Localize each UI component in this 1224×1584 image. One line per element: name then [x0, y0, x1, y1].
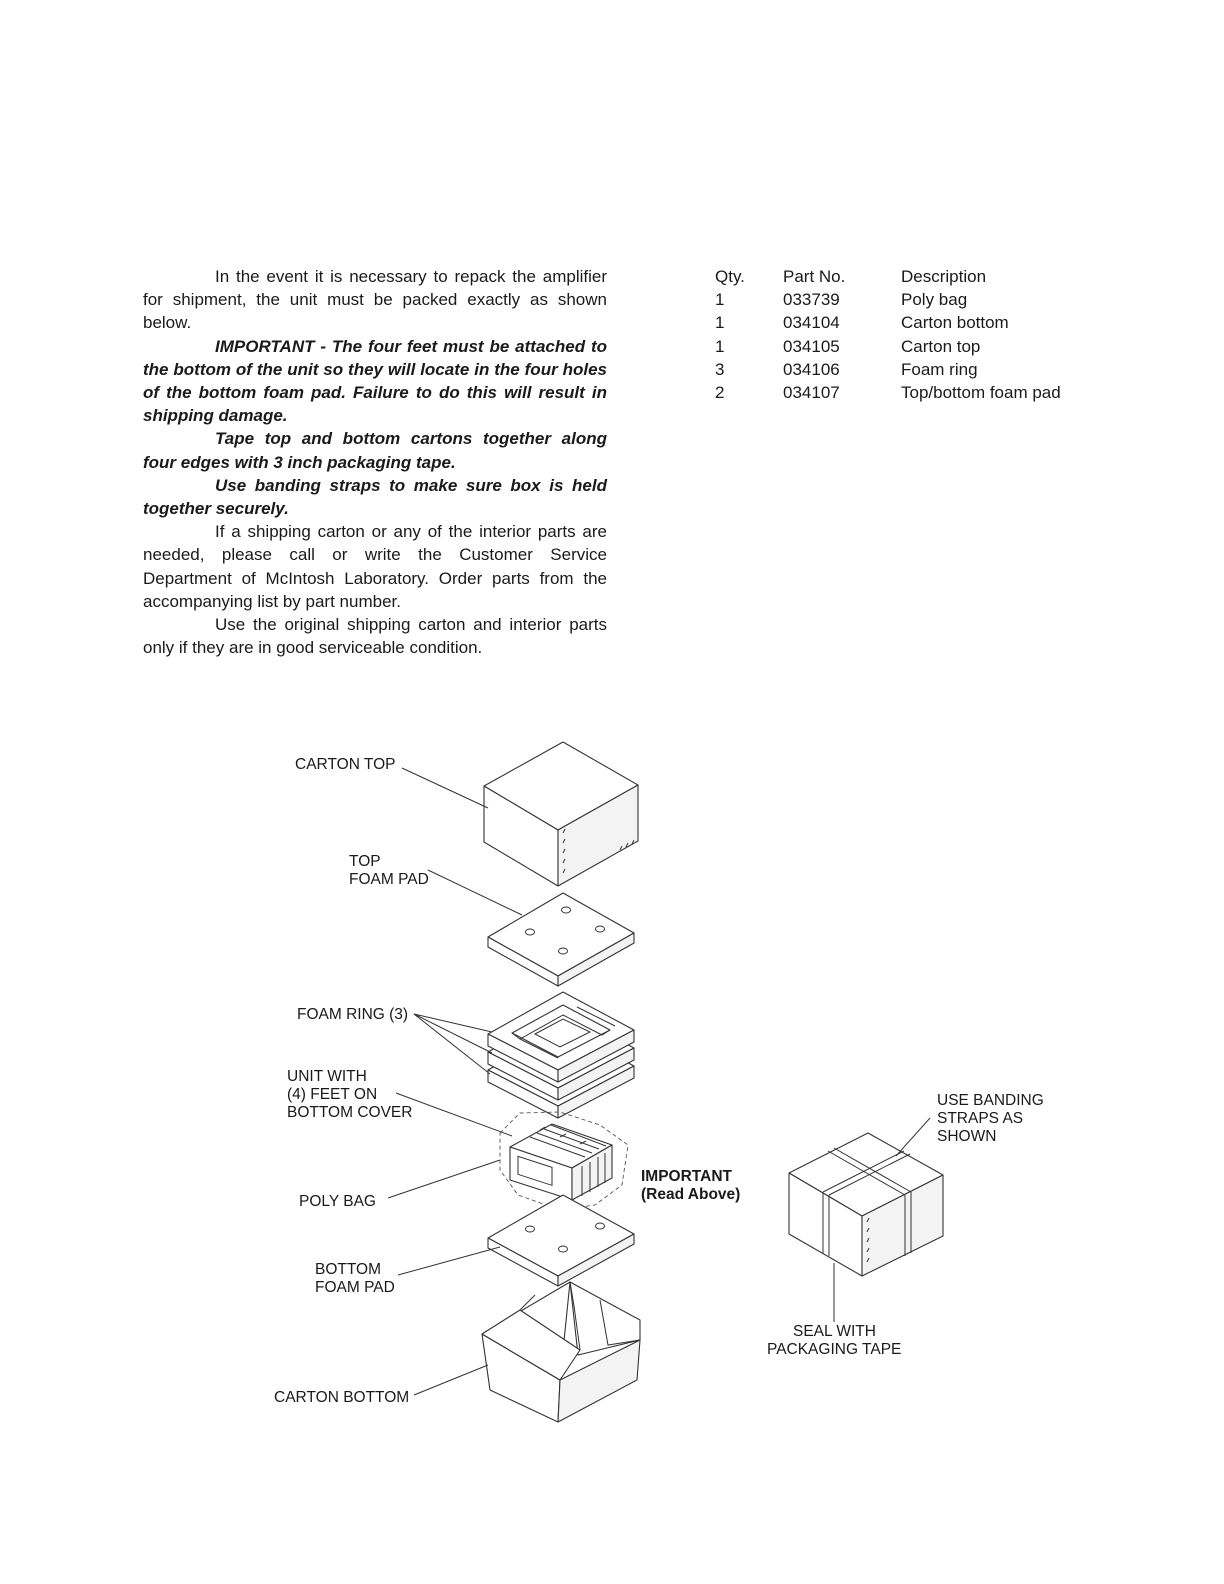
description-cell: Poly bag: [901, 290, 968, 310]
description-cell: Carton top: [901, 336, 981, 356]
seal-label-line1: SEAL WITH: [793, 1323, 876, 1340]
leader-lines: [388, 768, 930, 1395]
bottom-foam-pad-label-line2: FOAM PAD: [315, 1279, 395, 1296]
carton-bottom-drawing: [482, 1282, 640, 1422]
table-row: [715, 311, 1061, 334]
carton-bottom-label: CARTON BOTTOM: [274, 1389, 410, 1406]
tape-paragraph: Tape top and bottom cartons together along four edges with 3 inch packaging tape.: [143, 429, 607, 472]
description-cell: Top/bottom foam pad: [901, 383, 1061, 403]
unit-label-line1: UNIT WITH: [287, 1068, 367, 1085]
top-foam-pad-label-line1: TOP: [349, 853, 381, 870]
part-no-cell: 034105: [783, 336, 840, 356]
seal-label-line2: PACKAGING TAPE: [767, 1341, 902, 1358]
poly-bag-label: POLY BAG: [299, 1193, 376, 1210]
unit-label-line3: BOTTOM COVER: [287, 1104, 413, 1121]
qty-cell: 1: [715, 290, 725, 310]
table-row: [715, 381, 1061, 404]
qty-cell: 1: [715, 336, 725, 356]
part-no-header: Part No.: [783, 267, 846, 286]
description-header: Description: [901, 267, 987, 286]
banding-label-line1: USE BANDING: [937, 1092, 1044, 1109]
qty-cell: 1: [715, 313, 725, 333]
table-row: [715, 288, 1061, 311]
table-row: [715, 358, 1061, 381]
top-foam-pad-label-line2: FOAM PAD: [349, 871, 429, 888]
part-no-cell: 033739: [783, 290, 840, 310]
foam-ring-label: FOAM RING (3): [297, 1006, 409, 1023]
important-feet-paragraph: IMPORTANT - The four feet must be attached to the bottom of the unit so they will locate in the four holes of the bottom foam pad. Failure to do this will result in shipping damage.: [143, 336, 607, 426]
part-no-cell: 034104: [783, 313, 840, 333]
parts-table-header: [715, 265, 1061, 288]
qty-cell: 3: [715, 359, 725, 379]
parts-table: [715, 265, 1061, 404]
top-foam-pad-drawing: [488, 893, 634, 986]
description-cell: Foam ring: [901, 359, 978, 379]
order-parts-paragraph: If a shipping carton or any of the interior parts are needed, please call or write the Customer Service Department of McIntosh Laboratory. Order parts from the accompanying list by part number.: [143, 522, 607, 611]
bottom-foam-pad-label-line1: BOTTOM: [315, 1261, 382, 1278]
banding-label-line2: STRAPS AS: [937, 1110, 1024, 1127]
important-label-line2: (Read Above): [641, 1186, 741, 1203]
qty-cell: 2: [715, 383, 725, 403]
banding-paragraph: Use banding straps to make sure box is held together securely.: [143, 475, 607, 519]
part-no-cell: 034106: [783, 359, 840, 379]
carton-top-drawing: [484, 742, 638, 886]
carton-top-label: CARTON TOP: [295, 756, 396, 773]
repack-instructions: [143, 265, 607, 659]
unit-label-line2: (4) FEET ON: [287, 1086, 378, 1103]
important-label-line1: IMPORTANT: [641, 1168, 732, 1185]
intro-paragraph: In the event it is necessary to repack the amplifier for shipment, the unit must be packed exactly as shown below.: [143, 267, 607, 333]
table-row: [715, 335, 1061, 358]
description-cell: Carton bottom: [901, 313, 1009, 333]
part-no-cell: 034107: [783, 383, 840, 403]
bottom-foam-pad-drawing: [488, 1195, 634, 1286]
banding-label-line3: SHOWN: [937, 1128, 997, 1145]
qty-header: Qty.: [715, 267, 745, 286]
packing-diagram: [0, 700, 1224, 1460]
condition-paragraph: Use the original shipping carton and interior parts only if they are in good serviceable condition.: [143, 615, 607, 658]
assembled-carton-drawing: [789, 1133, 943, 1276]
foam-ring-stack-drawing: [488, 992, 634, 1118]
